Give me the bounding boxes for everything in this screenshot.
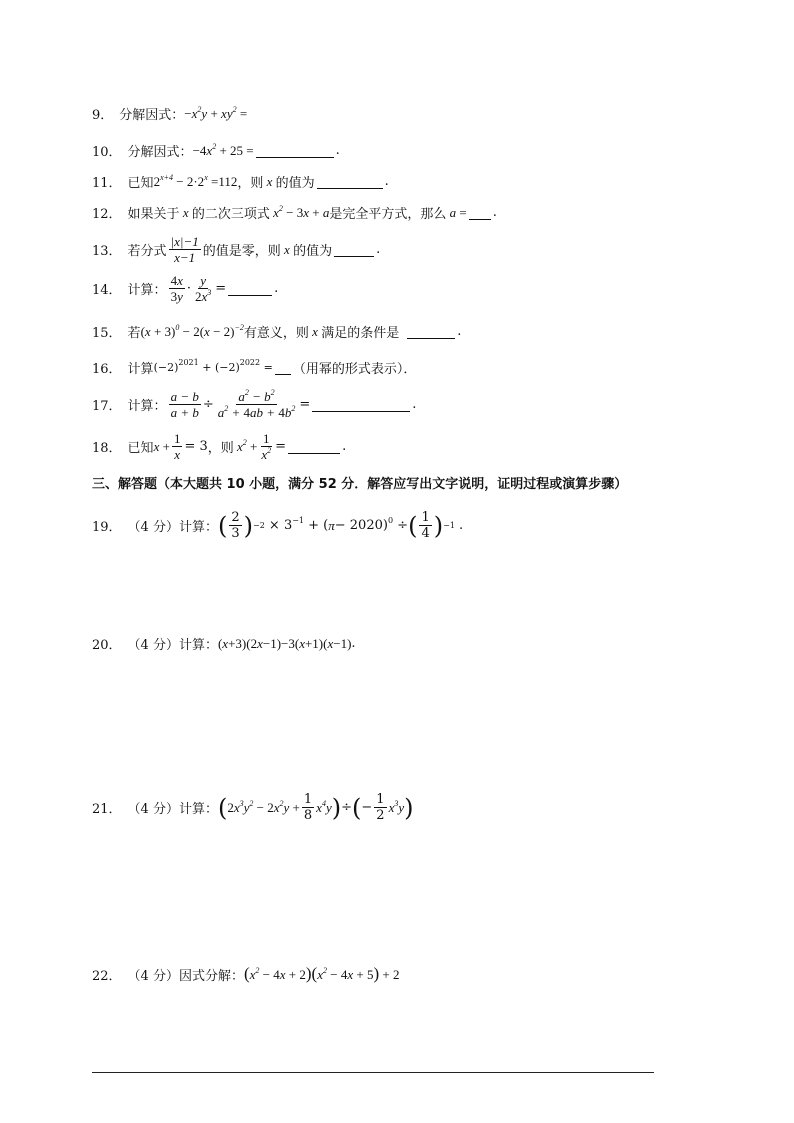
question-text-3: 的值为 [293,244,333,259]
answer-blank[interactable] [317,175,383,189]
question-number: 14． [92,283,122,298]
question-text: 计算： [127,399,167,414]
problem-21: 21． （4 分）计算： ( $2x^3y^2 - 2x^2y$ + $\frac{1}{8}$ $x^4y$ ) ÷ ( − $\frac{1}{2}$ $x^3y$ ) [92,792,414,823]
problem-text: （4 分）计算： [127,638,218,653]
formula: a = [446,204,467,220]
problem-number: 21． [92,802,122,817]
formula: $(-2)^{2021} + (-2)^{2022}$ = [153,358,273,374]
question-text: 计算： [127,283,167,298]
fraction: $\frac{y}{2x^3}$ [194,273,212,304]
footer-divider [92,1072,654,1073]
question-text-2: 的二次三项式 [191,207,270,222]
answer-blank[interactable] [312,398,410,412]
answer-blank[interactable] [228,282,272,296]
variable-x: x [308,323,322,339]
problem-19: 19． （4 分）计算： ( $\frac{2}{3}$ ) −2 × $3^{-1}$ + ( π − 2020)$^0$ ÷ ( $\frac{1}{4}$ ) −1 . [92,510,464,541]
question-10: 10． 分解因式： $-4x^2 + 25$ = . [92,141,340,160]
answer-blank[interactable] [469,206,491,220]
problem-number: 22． [92,968,122,984]
fraction: $\frac{a^2 - b^2}{a^2 + 4ab + 4b^2}$ [217,388,296,420]
problem-number: 19． [92,520,122,535]
problem-22 [92,964,399,984]
section-heading: 三、解答题（本大题共 10 小题，满分 52 分．解答应写出文字说明，证明过程或演算步骤） [92,477,628,492]
variable-x: x [179,204,192,220]
fraction: $\frac{1}{x^2}$ [261,431,272,462]
fraction: $\frac{1}{2}$ [376,792,385,823]
question-text: 计算 [127,362,154,377]
answer-blank[interactable] [275,361,291,375]
problem-20: 20． （4 分）计算： (x+3)(2x−1)−3(x+1)(x−1) . [92,635,356,653]
formula: x + [153,438,170,454]
question-17: 17． 计算： $\frac{a - b}{a + b}$ ÷ $\frac{a^2 - b^2}{a^2 + 4ab + 4b^2}$ = . [92,388,417,420]
question-12: 12． 如果关于 x 的二次三项式 $x^2 - 3x + a$ 是完全平方式，那么 a = . [92,203,497,222]
variable-x: x [280,241,294,257]
question-number: 13． [92,244,122,259]
question-text-3: 满足的条件是 [321,326,400,341]
question-number: 9． [92,108,114,123]
question-text: 如果关于 [127,207,180,222]
fraction: $\frac{1}{8}$ [303,792,313,823]
problem-number: 20． [92,638,122,653]
variable-x: x [263,173,276,189]
question-14: 14． 计算： $\frac{4x}{3y}$ · $\frac{y}{2x^3}$ = . [92,273,279,304]
formula: $2^{x+4} - 2\cdot 2^x =112$ [153,172,238,189]
question-text-2: （用幂的形式表示）． [292,362,417,377]
question-text-2: 的值是零，则 [202,244,281,259]
question-text: 若 [127,326,141,341]
fraction: $\frac{|x|-1}{x-1}$ [170,234,199,265]
problem-text: （4 分）因式分解： [127,968,244,984]
fraction: $\frac{1}{4}$ [421,510,430,541]
answer-blank[interactable] [334,243,374,257]
formula: $2x^3y^2 - 2x^2y$ + [227,798,300,815]
question-text: 已知 [127,441,154,456]
question-text-2: ，则 [237,176,264,191]
question-text-3: 是完全平方式，那么 [329,207,447,222]
answer-blank[interactable] [256,144,334,158]
question-15: 15． 若 $(x + 3)^0 - 2(x - 2)^{-2}$ 有意义，则 x 满足的条件是 . [92,322,462,341]
fraction: $\frac{2}{3}$ [231,510,240,541]
question-number: 11． [92,176,122,191]
formula: $-x^2y + xy^2$ = [184,104,248,121]
formula: (x+3)(2x−1)−3(x+1)(x−1) [217,635,352,651]
question-18: 18． 已知 x + $\frac{1}{x}$ = 3 ，则 $x^2$ + $\frac{1}{x^2}$ = . [92,431,347,462]
question-text: 分解因式： [127,145,193,160]
question-11: 11． 已知 $2^{x+4} - 2\cdot 2^x =112$ ，则 x 的值为 . [92,172,389,191]
formula: $x^2 - 3x + a$ [269,203,330,220]
question-16 [92,358,416,377]
question-9 [92,104,247,123]
question-text-2: 有意义，则 [243,326,309,341]
answer-blank[interactable] [288,440,340,454]
question-number: 15． [92,326,122,341]
formula: $(x + 3)^0 - 2(x - 2)^{-2}$ [140,322,244,339]
question-number: 18． [92,441,122,456]
question-text-3: 的值为 [275,176,315,191]
question-text: 分解因式： [119,108,185,123]
fraction: $\frac{a - b}{a + b}$ [170,389,199,420]
answer-blank[interactable] [407,325,455,339]
formula: $(x^2 - 4x + 2)(x^2 - 4x + 5) + 2$ [243,964,400,983]
question-text-2: ，则 [207,441,234,456]
fraction: $\frac{4x}{3y}$ [170,273,183,304]
question-13: 13． 若分式 $\frac{|x|-1}{x-1}$ 的值是零，则 x 的值为 . [92,234,381,265]
formula: $-4x^2 + 25$ = [192,141,254,158]
question-number: 12． [92,207,122,222]
problem-text: （4 分）计算： [127,802,218,817]
question-text: 已知 [127,176,154,191]
fraction: $\frac{1}{x}$ [173,431,181,462]
question-number: 10． [92,145,122,160]
question-text: 若分式 [127,244,167,259]
question-number: 17． [92,399,122,414]
problem-text: （4 分）计算： [127,520,218,535]
question-number: 16． [92,362,122,377]
formula: $x^2$ + [233,437,258,454]
